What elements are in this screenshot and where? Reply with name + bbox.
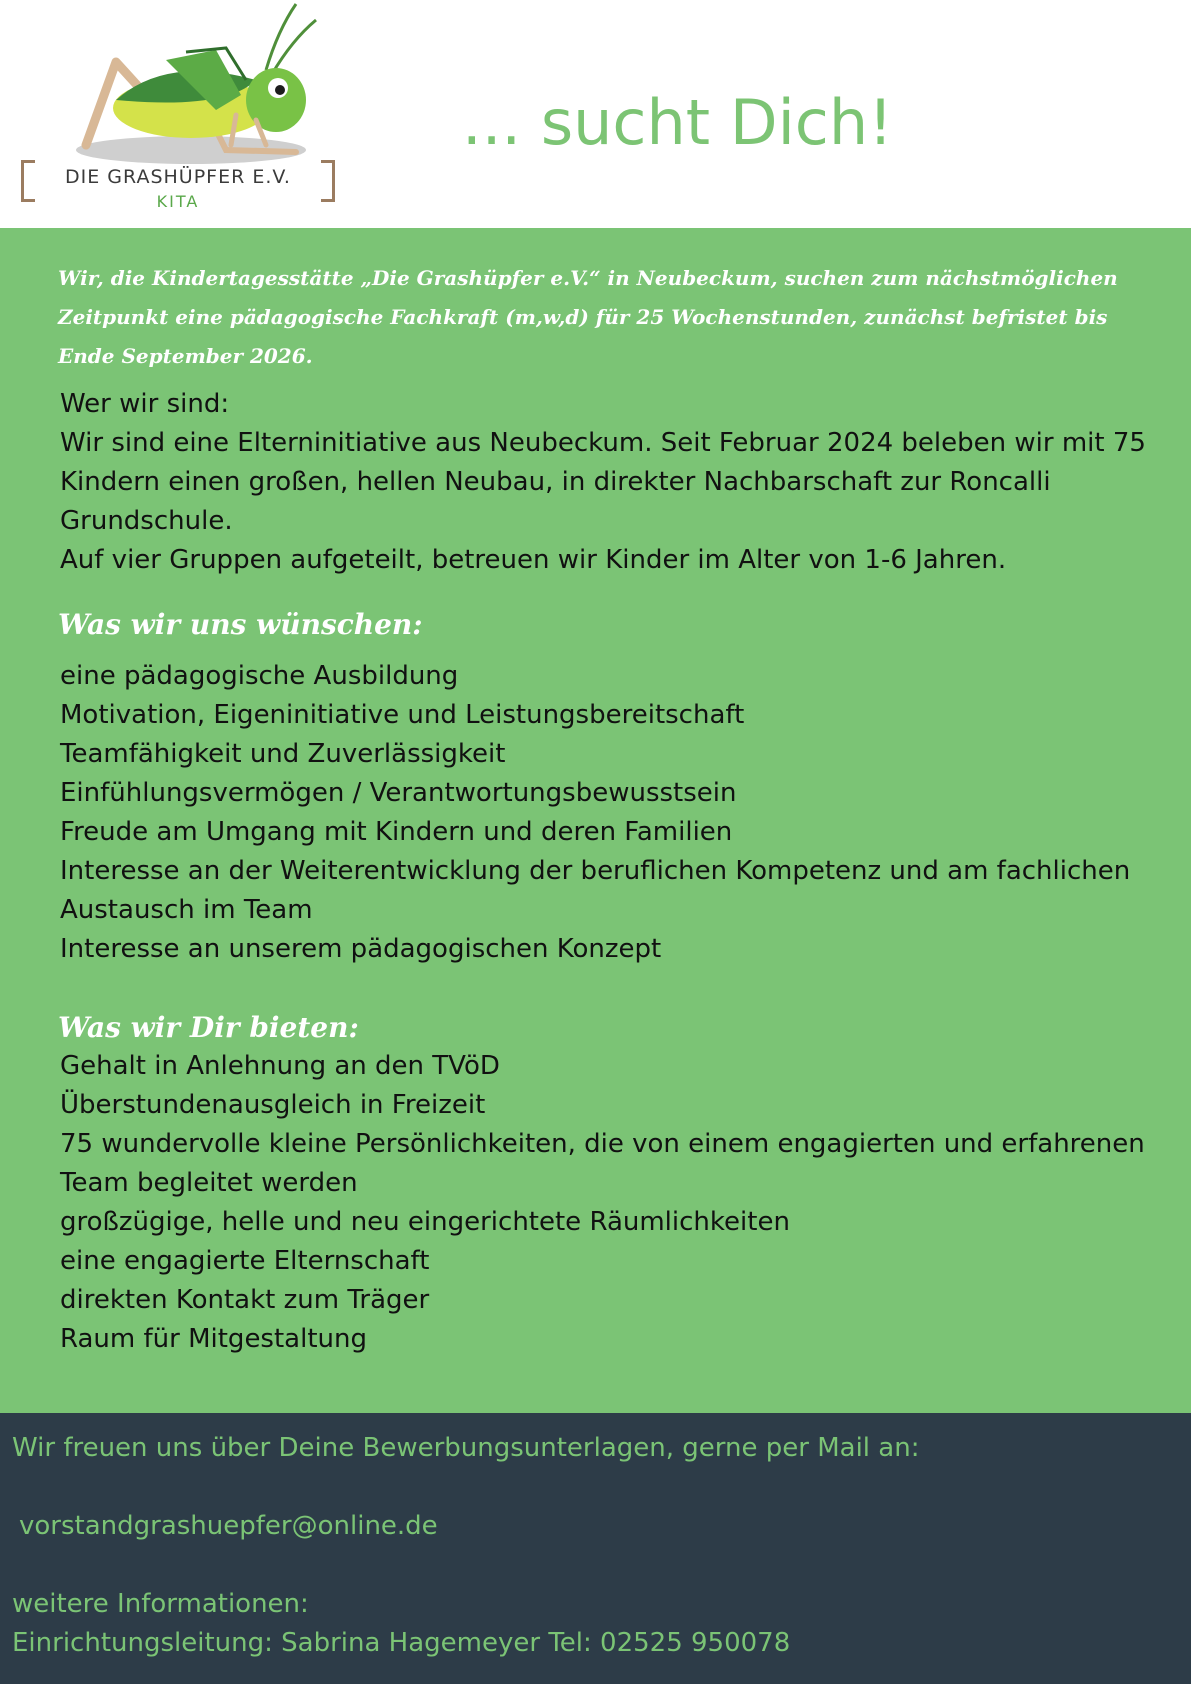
grasshopper-icon xyxy=(16,0,340,170)
about-line: Wer wir sind: xyxy=(60,389,230,419)
list-item: Interesse an unserem pädagogischen Konzept xyxy=(60,934,662,964)
about-line: Wir sind eine Elterninitiative aus Neubeckum. Seit Februar 2024 beleben wir mit 75 xyxy=(60,428,1146,458)
about-line: Grundschule. xyxy=(60,506,233,536)
list-item: Team begleitet werden xyxy=(60,1168,358,1198)
content-section xyxy=(0,228,1191,1413)
offers-list xyxy=(60,1047,1180,1359)
list-item: Interesse an der Weiterentwicklung der beruflichen Kompetenz und am fachlichen xyxy=(60,856,1131,886)
grasshopper-logo xyxy=(16,0,340,210)
about-line: Auf vier Gruppen aufgeteilt, betreuen wir Kinder im Alter von 1-6 Jahren. xyxy=(60,545,1007,575)
wishes-heading: Was wir uns wünschen: xyxy=(58,608,423,641)
list-item: Überstundenausgleich in Freizeit xyxy=(60,1090,486,1120)
application-note: Wir freuen uns über Deine Bewerbungsunterlagen, gerne per Mail an: xyxy=(12,1433,920,1463)
list-item: eine engagierte Elternschaft xyxy=(60,1246,430,1276)
list-item: Motivation, Eigeninitiative und Leistungsbereitschaft xyxy=(60,700,745,730)
list-item: Raum für Mitgestaltung xyxy=(60,1324,367,1354)
wishes-list xyxy=(60,657,1180,969)
list-item: Gehalt in Anlehnung an den TVöD xyxy=(60,1051,500,1081)
about-section xyxy=(60,385,1180,580)
contact-email[interactable]: vorstandgrashuepfer@online.de xyxy=(19,1511,438,1541)
contact-person: Einrichtungsleitung: Sabrina Hagemeyer Tel: 02525 950078 xyxy=(12,1628,791,1658)
headline: ... sucht Dich! xyxy=(462,86,894,159)
list-item: großzügige, helle und neu eingerichtete Räumlichkeiten xyxy=(60,1207,790,1237)
logo-subtitle: KITA xyxy=(156,192,200,211)
list-item: eine pädagogische Ausbildung xyxy=(60,661,459,691)
logo-name: DIE GRASHÜPFER E.V. xyxy=(65,166,291,188)
more-info-label: weitere Informationen: xyxy=(12,1589,309,1619)
about-line: Kindern einen großen, hellen Neubau, in direkter Nachbarschaft zur Roncalli xyxy=(60,467,1051,497)
list-item: Freude am Umgang mit Kindern und deren Familien xyxy=(60,817,733,847)
list-item: 75 wundervolle kleine Persönlichkeiten, die von einem engagierten und erfahrenen xyxy=(60,1129,1145,1159)
contact-footer xyxy=(0,1413,1191,1684)
offers-heading: Was wir Dir bieten: xyxy=(58,1011,359,1044)
header xyxy=(0,0,1191,228)
list-item: direkten Kontakt zum Träger xyxy=(60,1285,430,1315)
intro-paragraph: Wir, die Kindertagesstätte „Die Grashüpfer e.V.“ in Neubeckum, suchen zum nächstmöglichen Zeitpunkt eine pädagogische Fachkraft (m,w,d) für 25 Wochenstunden, zunächst befristet bis Ende September 2026. xyxy=(58,266,1118,368)
list-item: Teamfähigkeit und Zuverlässigkeit xyxy=(60,739,506,769)
list-item: Austausch im Team xyxy=(60,895,313,925)
list-item: Einfühlungsvermögen / Verantwortungsbewusstsein xyxy=(60,778,737,808)
